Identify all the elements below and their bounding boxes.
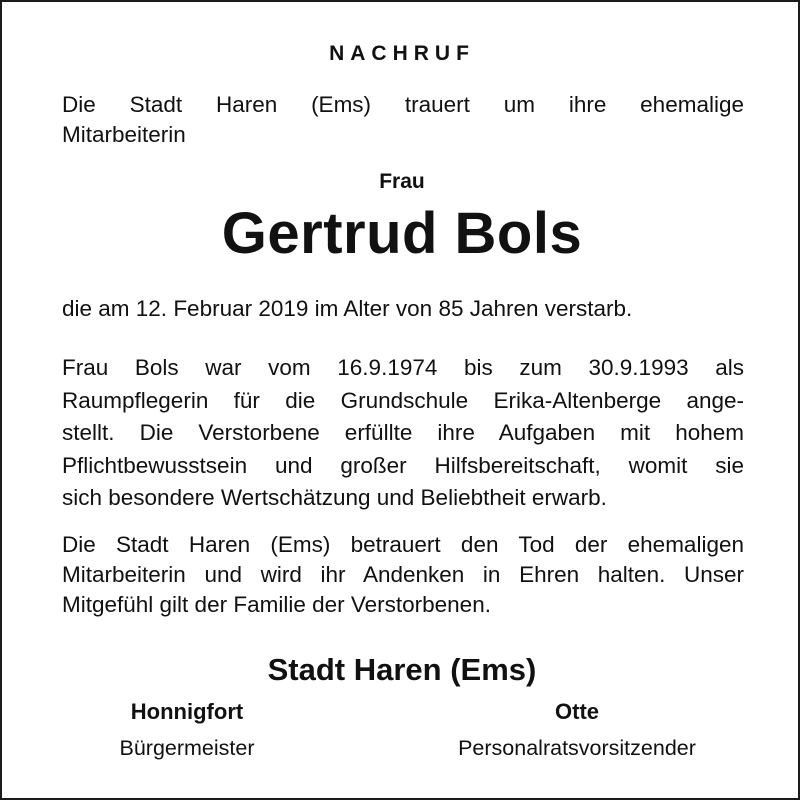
employment-paragraph <box>62 352 744 515</box>
paragraph-line: Mitgefühl gilt der Familie der Verstorbenen. <box>62 592 491 617</box>
signatory-title: Personalratsvorsitzender <box>458 736 696 760</box>
death-line: die am 12. Februar 2019 im Alter von 85 Jahren verstarb. <box>62 296 633 321</box>
paragraph-line: Raumpflegerin für die Grundschule Erika-Altenberge ange- <box>62 387 744 413</box>
intro-line-1: Die Stadt Haren (Ems) trauert um ihre ehemalige <box>62 92 744 117</box>
organization-name: Stadt Haren (Ems) <box>267 652 537 687</box>
signatory-council-chair <box>412 697 742 763</box>
paragraph-line: Mitarbeiterin und wird ihr Andenken in Ehren halten. Unser <box>62 562 744 587</box>
paragraph-line: stellt. Die Verstorbene erfüllte ihre Aufgaben mit hohem <box>62 420 744 445</box>
intro-text <box>62 90 744 150</box>
deceased-name: Gertrud Bols <box>221 201 583 266</box>
paragraph-line: Frau Bols war vom 16.9.1974 bis zum 30.9.1993 als <box>62 355 744 380</box>
obituary-heading: NACHRUF <box>329 42 475 65</box>
paragraph-line: sich besondere Wertschätzung und Beliebtheit erwarb. <box>62 485 607 510</box>
paragraph-line: Die Stadt Haren (Ems) betrauert den Tod der ehemaligen <box>62 532 744 557</box>
salutation: Frau <box>379 170 425 193</box>
condolence-paragraph <box>62 530 744 620</box>
paragraph-line: Pflichtbewusstsein und großer Hilfsbereitschaft, womit sie <box>62 452 744 478</box>
signatory-mayor <box>92 697 282 763</box>
signatory-name: Honnigfort <box>130 699 244 724</box>
signatory-name: Otte <box>555 699 599 724</box>
signatory-title: Bürgermeister <box>119 736 255 760</box>
intro-line-2: Mitarbeiterin <box>62 122 186 147</box>
